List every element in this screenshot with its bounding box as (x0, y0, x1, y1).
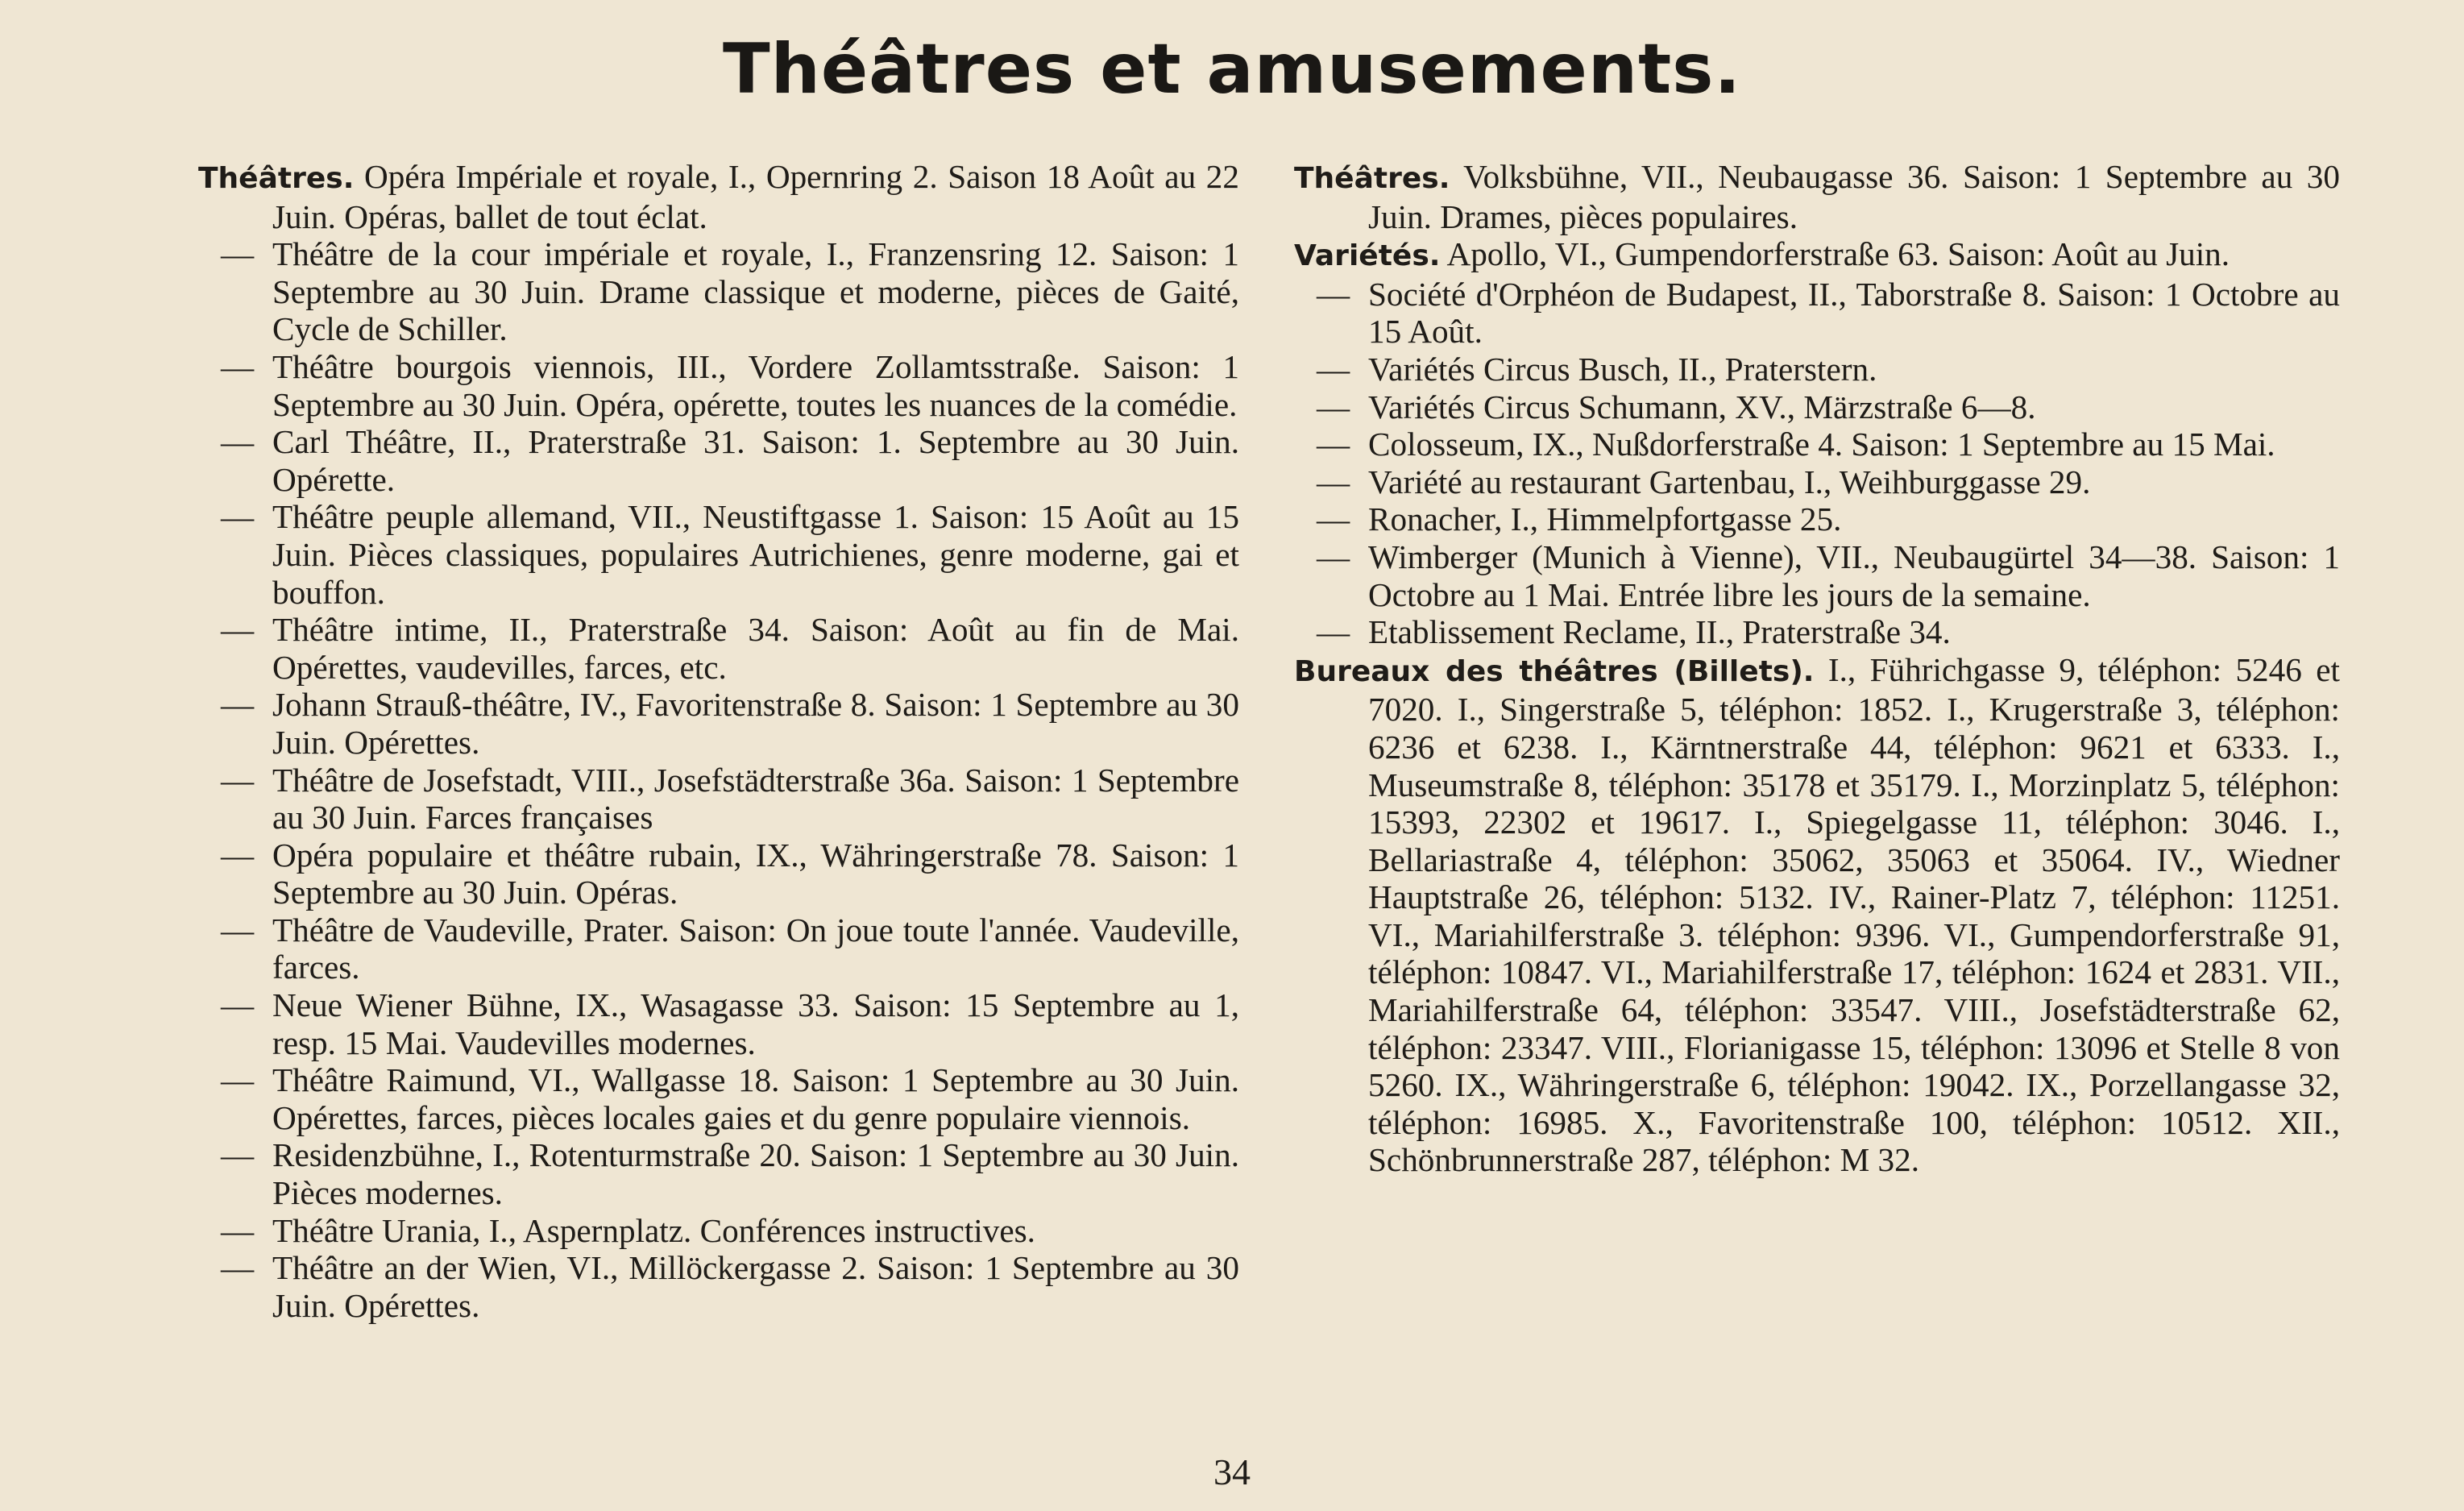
list-item: — Variétés Circus Schumann, XV., Märzstraße 6—8. (1294, 388, 2340, 426)
theatres-heading-text: Opéra Impériale et royale, I., Opernring 2. Saison 18 Août au 22 Juin. Opéras, ballet de tout éclat. (272, 158, 1239, 235)
dash-marker: — (221, 1249, 255, 1287)
list-item: — Variétés Circus Busch, II., Praterstern. (1294, 351, 2340, 388)
dash-marker: — (221, 686, 255, 724)
list-item: — Théâtre bourgois viennois, III., Vordere Zollamtsstraße. Saison: 1 Septembre au 30 Juin. Opéra, opérette, toutes les nuances de la comédie. (198, 348, 1239, 423)
list-item: — Carl Théâtre, II., Praterstraße 31. Saison: 1. Septembre au 30 Juin. Opérette. (198, 423, 1239, 498)
list-item: — Neue Wiener Bühne, IX., Wasagasse 33. Saison: 15 Septembre au 1, resp. 15 Mai. Vaudevilles modernes. (198, 986, 1239, 1061)
theatres-heading-entry (198, 158, 1239, 235)
dash-marker: — (221, 347, 255, 385)
list-item: — Société d'Orphéon de Budapest, II., Taborstraße 8. Saison: 1 Octobre au 15 Août. (1294, 276, 2340, 351)
list-item: — Variété au restaurant Gartenbau, I., Weihburggasse 29. (1294, 463, 2340, 501)
page-title: Théâtres et amusements. (722, 29, 1742, 110)
list-item: — Théâtre de Josefstadt, VIII., Josefstädterstraße 36a. Saison: 1 Septembre au 30 Juin. Farces françaises (198, 762, 1239, 836)
dash-marker: — (221, 986, 255, 1024)
left-column (198, 158, 1239, 1324)
dash-marker: — (1317, 463, 1350, 500)
list-item: — Théâtre intime, II., Praterstraße 34. Saison: Août au fin de Mai. Opérettes, vaudevilles, farces, etc. (198, 611, 1239, 686)
theatres-label: Théâtres. (198, 162, 355, 195)
dash-marker: — (221, 1061, 255, 1099)
list-item: — Ronacher, I., Himmelpfortgasse 25. (1294, 500, 2340, 538)
dash-marker: — (221, 235, 255, 273)
dash-marker: — (1317, 388, 1350, 425)
varietes-heading-entry: Variétés. Apollo, VI., Gumpendorferstraße 63. Saison: Août au Juin. (1294, 235, 2230, 273)
list-item: — Residenzbühne, I., Rotenturmstraße 20. Saison: 1 Septembre au 30 Juin. Pièces modernes. (198, 1136, 1239, 1211)
theatres-label: Théâtres. (1294, 162, 1450, 195)
list-item: — Wimberger (Munich à Vienne), VII., Neubaugürtel 34—38. Saison: 1 Octobre au 1 Mai. Entrée libre les jours de la semaine. (1294, 538, 2340, 613)
list-item: — Théâtre de Vaudeville, Prater. Saison: On joue toute l'année. Vaudeville, farces. (198, 911, 1239, 986)
bureaux-label: Bureaux des théâtres (Billets). (1294, 654, 1815, 688)
dash-marker: — (221, 911, 255, 949)
dash-marker: — (221, 423, 255, 461)
varietes-label: Variétés. (1294, 239, 1441, 273)
list-item: — Théâtre Urania, I., Aspernplatz. Conférences instructives. (198, 1212, 1239, 1250)
dash-marker: — (221, 498, 255, 536)
right-column (1294, 158, 2340, 1179)
dash-marker: — (1317, 538, 1350, 575)
list-item: — Théâtre peuple allemand, VII., Neustiftgasse 1. Saison: 15 Août au 15 Juin. Pièces classiques, populaires Autrichienes, genre moderne, gai et bouffon. (198, 498, 1239, 611)
list-item: — Colosseum, IX., Nußdorferstraße 4. Saison: 1 Septembre au 15 Mai. (1294, 425, 2340, 463)
dash-marker: — (221, 611, 255, 649)
bureaux-text: I., Führichgasse 9, téléphon: 5246 et 7020. I., Singerstraße 5, téléphon: 1852. I., Krugerstraße 3, téléphon: 6236 et 6238. I., Kärntnerstraße 44, téléphon: 9621 et 6333. I., Museumstraße 8, téléphon: 35178 et 35179. I., Morzinplatz 5, téléphon: 15393, 22302 et 19617. I., Spiegelgasse 11, téléphon: 3046. I., Bellariastraße 4, téléphon: 35062, 35063 et 35064. IV., Wiedner Hauptstraße 26, téléphon: 5132. IV., Rainer-Platz 7, téléphon: 11251. VI., Mariahilferstraße 3. téléphon: 9396. VI., Gumpendorferstraße 91, téléphon: 10847. VI., Mariahilferstraße 17, téléphon: 1624 et 2831. VII., Mariahilferstraße 64, téléphon: 33547. VIII., Josefstädterstraße 62, téléphon: 23347. VIII., Florianigasse 15, téléphon: 13096 et Stelle 8 von 5260. IX., Währingerstraße 6, téléphon: 19042. IX., Porzellangasse 32, téléphon: 16985. X., Favoritenstraße 100, téléphon: 10512. XII., Schönbrunnerstraße 287, téléphon: M 32. (1368, 650, 2340, 1179)
dash-marker: — (221, 761, 255, 799)
bureaux-entry (1294, 651, 2340, 1179)
volksbuehne-entry: Théâtres. Volksbühne, VII., Neubaugasse 36. Saison: 1 Septembre au 30 Juin. Drames, pièces populaires. (1294, 158, 2340, 235)
dash-marker: — (221, 1211, 255, 1249)
list-item: — Johann Strauß-théâtre, IV., Favoritenstraße 8. Saison: 1 Septembre au 30 Juin. Opérettes. (198, 686, 1239, 761)
list-item: — Théâtre an der Wien, VI., Millöckergasse 2. Saison: 1 Septembre au 30 Juin. Opérettes. (198, 1249, 1239, 1324)
dash-marker: — (1317, 500, 1350, 538)
dash-marker: — (221, 836, 255, 874)
dash-marker: — (1317, 350, 1350, 388)
dash-marker: — (221, 1136, 255, 1174)
page-number: 34 (1213, 1451, 1251, 1492)
list-item: — Théâtre Raimund, VI., Wallgasse 18. Saison: 1 Septembre au 30 Juin. Opérettes, farces, pièces locales gaies et du genre populaire viennois. (198, 1061, 1239, 1136)
list-item: — Opéra populaire et théâtre rubain, IX., Währingerstraße 78. Saison: 1 Septembre au 30 Juin. Opéras. (198, 836, 1239, 911)
dash-marker: — (1317, 613, 1350, 651)
list-item: — Etablissement Reclame, II., Praterstraße 34. (1294, 613, 2340, 651)
dash-marker: — (1317, 425, 1350, 463)
dash-marker: — (1317, 275, 1350, 313)
list-item: — Théâtre de la cour impériale et royale, I., Franzensring 12. Saison: 1 Septembre au 30 Juin. Drame classique et moderne, pièces de Gaité, Cycle de Schiller. (198, 235, 1239, 348)
